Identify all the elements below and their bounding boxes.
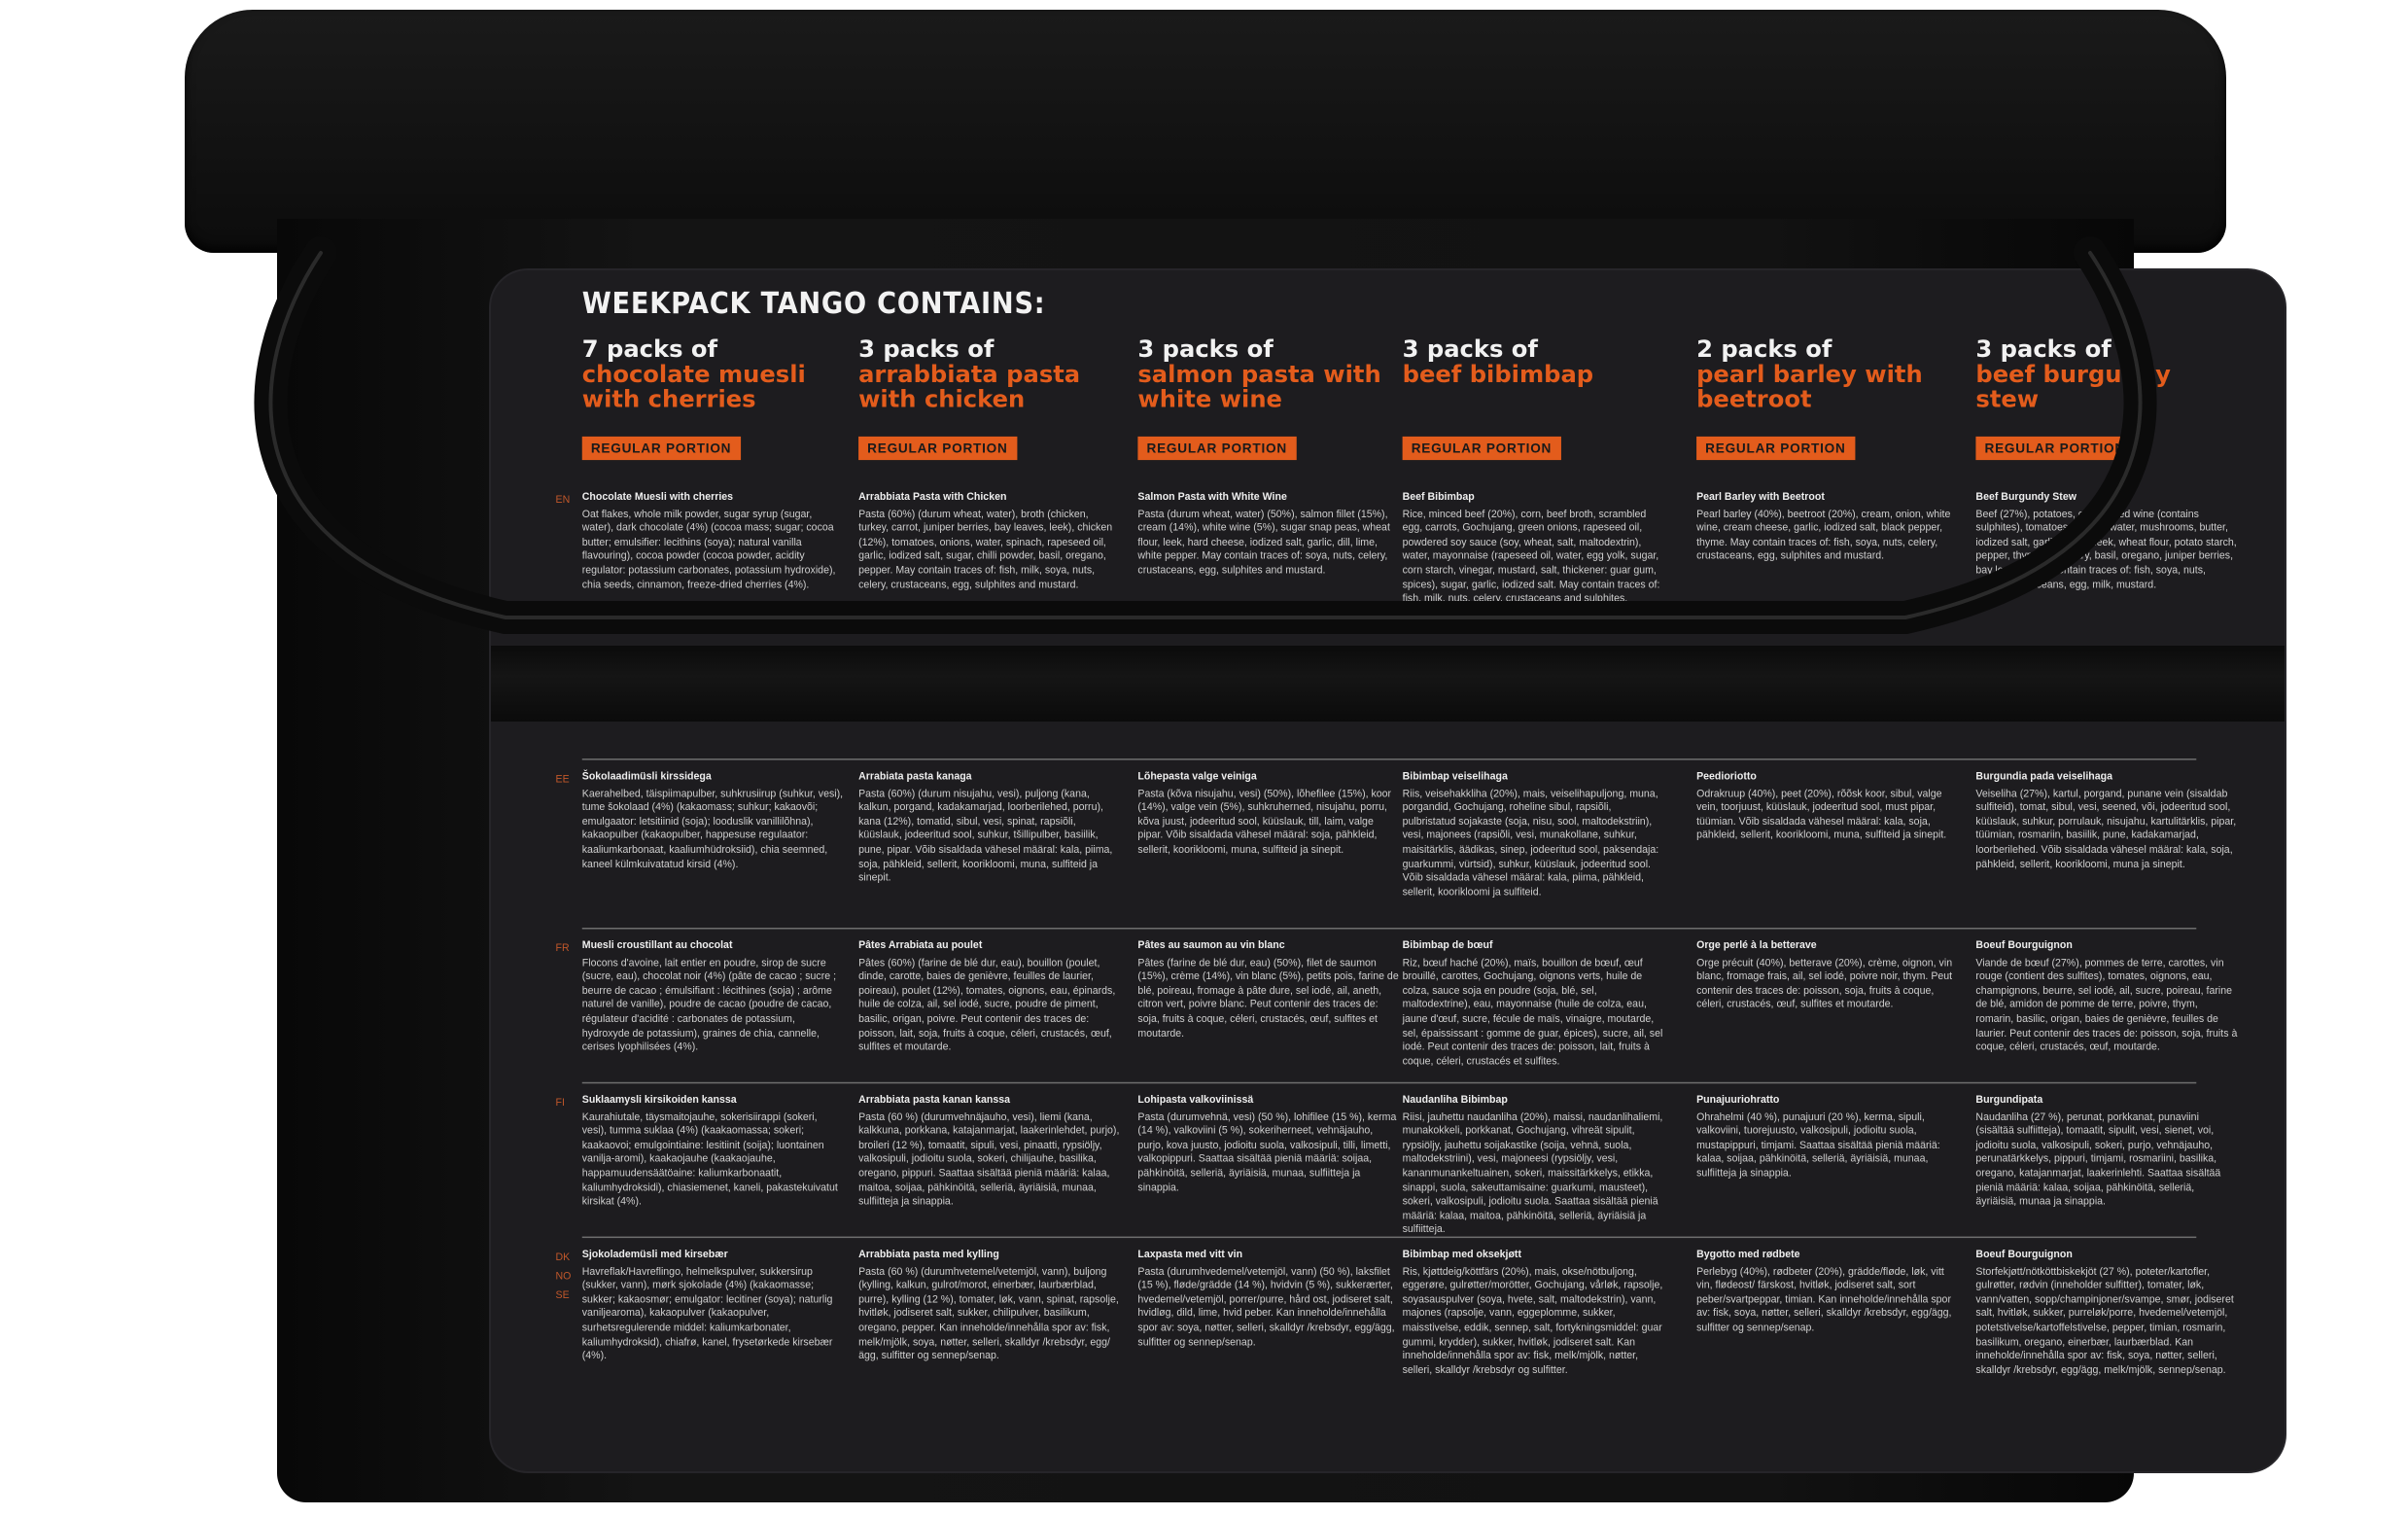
ingredient-text (1137, 1249, 1399, 1351)
dish-name: Beef Bibimbap (1402, 492, 1475, 503)
ingredients: Pâtes (60%) (farine de blé dur, eau), bouillon (poulet, dinde, carotte, baies de genièvre, feuilles de laurier, poireau), poulet (12%), tomates, oignons, eau, épinards, huile de colza, ail, sel iodé, sucre, poudre de piment, basilic, origan, poivre. Peut contenir des traces de: poisson, lait, soja, fruits à coque, céleri, crustacés, œuf, sulfites et moutarde. (858, 958, 1116, 1053)
dish-name: Pâtes Arrabiata au poulet (858, 940, 983, 952)
dish-name: Burgundipata (1975, 1095, 2043, 1106)
ingredients: Ris, kjøttdeig/köttfärs (20%), mais, okse/nötbuljong, eggerøre, gulrøtter/morötter, Gochujang, vårløk, rapsolje, soyasauspulver (soya, hvete, salt, maltodekstrin), vann, majones (rapsolje, vann, eggeplomme, sukker, maisstivelse, eddik, sennep, salt, fortykningsmiddel: guar gummi, krydder), sukker, hvitløk, jodiseret salt. Kan inneholde/innehålla spor av: fisk, melk/mjölk, nøtter, selleri, skalldyr /krebsdyr og sulfitter. (1402, 1266, 1663, 1376)
language-code: DK NO SE (555, 1252, 572, 1302)
pack-heading (1403, 336, 1667, 428)
ingredient-text (1403, 770, 1664, 900)
dish-name: Peedioriotto (1696, 771, 1757, 783)
ingredient-text (858, 1249, 1120, 1364)
pack-count: 3 packs of (1137, 335, 1274, 364)
portion-badge: REGULAR PORTION (582, 437, 741, 460)
dish-name: Bibimbap de bœuf (1402, 940, 1493, 952)
ingredients: Storfekjøtt/nötköttbiskekjöt (27 %), poteter/kartofler, gulrøtter, rødvin (inneholder sulfitter), tomater, løk, vann/vatten, sopp/champinjoner/svampe, smør, jodiseret salt, hvitløk, sukker, purreløk/porre, hvedemel/vetemjöl, potetstivelse/kartoffelstivelse, pepper, timian, rosmarin, basilikum, oregano, einerbær, laurbærblad. Kan inneholde/innehålla spor av: fisk, soya, nøtter, selleri, skalldyr /krebsdyr, egg/ägg, melk/mjölk, sennep/senap. (1975, 1266, 2234, 1376)
ingredient-text (1696, 1094, 1958, 1181)
language-code: EN (555, 495, 571, 506)
pack-count: 2 packs of (1696, 335, 1832, 364)
pack-name: salmon pasta with white wine (1137, 360, 1381, 413)
ingredients: Riis, veisehakkliha (20%), mais, veiselihapuljong, muna, porgandid, Gochujang, roheline sibul, rapsiõli, pulbristatud sojakaste (soja, nisu, sool, maltodekstriin), vesi, majonees (rapsiõli, vesi, munakollane, suhkur, maisitärklis, äädikas, sinep, jodeeritud sool, paksendaja: guarkummi, vürtsid), suhkur, küüslauk, jodeeritud sool. Võib sisaldada vähesel määral: kala, piima, pähkleid, sellerit, koorikloomi ja sulfiteid. (1402, 789, 1659, 899)
dish-name: Burgundia pada veiselihaga (1975, 771, 2113, 783)
ingredients: Kaurahiutale, täysmaitojauhe, sokerisiirappi (sokeri, vesi), tumma suklaa (4%) (kaakaomassa; sokeri; kaakaovoi; emulgointiaine: lesitiinit (soija); luontainen vanilja-aromi), kaakaojauhe (kaakaojauhe, happamuudensäätöaine: kaliumkarbonaatit, kaliumhydroksidi), chiasiemenet, kaneli, pakastekuivatut kirsikat (4%). (581, 1111, 838, 1208)
dish-name: Sjokolademüsli med kirsebær (581, 1250, 728, 1260)
dish-name: Beef Burgundy Stew (1975, 492, 2076, 503)
ingredients: Riisi, jauhettu naudanliha (20%), maissi, naudanlihaliemi, munakokkeli, porkkanat, Gochujang, vihreät sipulit, rypsiöljy, jauhettu soijakastike (soija, vehnä, suola, maltodekstriini), vesi, majoneesi (rypsiöljy, vesi, kananmunankeltuainen, sokeri, maissitärkkelys, etikka, sinappi, suola, sakeuttamisaine: guarkumi, mausteet), sokeri, valkosipuli, jodioitu suola. Saattaa sisältää pieniä määriä: kalaa, maitoa, pähkinöitä, selleriä, äyriäisiä ja sulfiitteja. (1402, 1111, 1663, 1236)
ingredients: Pearl barley (40%), beetroot (20%), cream, onion, white wine, cream cheese, garlic, iodized salt, black pepper, thyme. May contain traces of: fish, soya, nuts, celery, crustaceans, egg, sulphites and mustard. (1696, 509, 1951, 563)
ingredient-text (582, 1249, 844, 1364)
row-divider (582, 928, 2196, 930)
row-divider (582, 1082, 2196, 1084)
language-code: FI (555, 1098, 565, 1110)
ingredient-text (1403, 1249, 1664, 1379)
ingredient-text (1137, 770, 1399, 858)
pack-name: pearl barley with beetroot (1696, 360, 1923, 413)
ingredient-text (582, 491, 844, 593)
pack-heading (1137, 336, 1402, 428)
dish-name: Chocolate Muesli with cherries (581, 492, 734, 503)
dish-name: Arrabbiata pasta med kylling (858, 1250, 999, 1260)
ingredients: Pasta (durum wheat, water) (50%), salmon fillet (15%), cream (14%), white wine (5%), sugar snap peas, wheat flour, leek, hard cheese, iodized salt, garlic, dill, lime, white pepper. May contain traces of: soya, nuts, celery, crustaceans, egg, sulphites and mustard. (1137, 509, 1390, 577)
label-content (491, 270, 2285, 1471)
ingredients: Pasta (durumhvedemel/vetemjöl, vann) (50 %), laksfilet (15 %), fløde/grädde (14 %), hvidvin (5 %), sukkerærter, hvedemel/vetemjöl, porrer/purre, hård ost, jodiseret salt, hvidløg, dild, lime, hvid peber. Kan inneholde/innehålla spor av: soya, nøtter, selleri, skalldyr /krebsdyr, egg/ägg, sulfitter og sennep/senap. (1137, 1266, 1395, 1348)
pack-heading (1696, 336, 1961, 428)
ingredient-text (1137, 491, 1399, 579)
language-code: FR (555, 943, 570, 955)
dish-name: Lõhepasta valge veiniga (1137, 771, 1257, 783)
ingredients: Pâtes (farine de blé dur, eau) (50%), filet de saumon (15%), crème (14%), vin blanc (5%), petits pois, farine de blé, poireau, fromage à pâte dure, sel iodé, ail, aneth, citron vert, poivre blanc. Peut contenir des traces de: soja, fruits à coque, céleri, crustacés, œuf, sulfites et moutarde. (1137, 958, 1399, 1040)
portion-badge: REGULAR PORTION (1137, 437, 1296, 460)
ingredient-text (1975, 1249, 2237, 1379)
ingredients: Riz, bœuf haché (20%), maïs, bouillon de bœuf, œuf brouillé, carottes, Gochujang, oignons verts, huile de colza, sauce soja en poudre (soja, blé, sel, maltodextrine), eau, mayonnaise (huile de colza, eau, jaune d'œuf, sucre, fécule de maïs, vinaigre, moutarde, sel, épaississant : gomme de guar, épices), sucre, ail, sel iodé. Peut contenir des traces de: poisson, lait, fruits à coque, céleri, crustacés et sulfites. (1402, 958, 1663, 1068)
ingredient-text (858, 939, 1120, 1055)
pack-column (858, 336, 1123, 460)
ingredient-text (858, 491, 1120, 593)
pack-count: 3 packs of (1402, 335, 1538, 364)
ingredient-text (1696, 939, 1958, 1013)
language-code: EE (555, 774, 570, 786)
pack-column (1403, 336, 1667, 460)
ingredients: Pasta (60 %) (durumhvetemel/vetemjöl, vann), buljong (kylling, kalkun, gulrot/morot, einerbær, laurbærblad, purre), kylling (12 %), tomater, løk, vann, spinat, rapsolje, hvitløk, jodiseret salt, sukker, chilipulver, basilikum, oregano, pepper. Kan inneholde/innehålla spor av: fisk, melk/mjölk, soya, nøtter, selleri, skalldyr /krebsdyr, egg/ägg, sulfitter og sennep/senap. (858, 1266, 1119, 1362)
ingredients: Kaerahelbed, täispiimapulber, suhkrusiirup (suhkur, vesi), tume šokolaad (4%) (kakaomass; suhkur; kakaovõi; emulgaator: letsitiinid (soja); looduslik vanillilõhna), kakaopulber (kakaopulber, happesuse regulaator: kaaliumkarbonaat, kaaliumhüdroksiid), chia seemned, kaneel külmkuivatatud kirsid (4%). (581, 789, 844, 870)
dish-name: Pâtes au saumon au vin blanc (1137, 940, 1285, 952)
ingredient-text (1975, 770, 2237, 872)
dish-name: Bibimbap veiselihaga (1402, 771, 1508, 783)
pack-name: arrabbiata pasta with chicken (858, 360, 1081, 413)
dish-name: Orge perlé à la betterave (1696, 940, 1817, 952)
ingredient-text (1403, 491, 1664, 607)
ingredients: Havreflak/Havreflingo, helmelkspulver, sukkersirup (sukker, vann), mørk sjokolade (4%) (kakaomasse; sukker; kakaosmør; emulgator: lecitiner (soya); naturlig vaniljearoma), kakaopulver (kakaopulver, surhetsregulerende middel: kaliumkarbonater, kaliumhydroksid), chiafrø, kanel, frysetørkede kirsebær (4%). (581, 1266, 833, 1362)
dish-name: Punajuuriohratto (1696, 1095, 1780, 1106)
ingredient-text (858, 1094, 1120, 1210)
pack-count: 7 packs of (581, 335, 718, 364)
ingredient-text (1137, 1094, 1399, 1196)
pack-heading (858, 336, 1123, 428)
pack-heading (1975, 336, 2240, 428)
dish-name: Boeuf Bourguignon (1975, 1250, 2073, 1260)
pack-column (582, 336, 847, 460)
ingredients: Naudanliha (27 %), perunat, porkkanat, punaviini (sisältää sulfiitteja), tomaatit, sipulit, vesi, sienet, voi, jodioitu suola, valkosipuli, sokeri, purjo, vehnäjauho, perunatärkkelys, pippuri, timjami, rosmariini, basilika, oregano, katajanmarjat, laakerinlehti. Saattaa sisältää pieniä määriä: kalaa, soijaa, pähkinöitä, selleriä, äyriäisiä, munaa ja sinappia. (1975, 1111, 2221, 1208)
portion-badge: REGULAR PORTION (858, 437, 1017, 460)
portion-badge: REGULAR PORTION (1975, 437, 2134, 460)
pack-column (1696, 336, 1961, 460)
dish-name: Lohipasta valkoviinissä (1137, 1095, 1254, 1106)
pack-heading (582, 336, 847, 428)
row-divider (582, 1237, 2196, 1239)
ingredient-text (582, 770, 844, 872)
ingredients: Ohrahelmi (40 %), punajuuri (20 %), kerma, sipuli, valkoviini, tuorejuusto, valkosipuli, jodioitu suola, mustapippuri, timjami. Saattaa sisältää pieniä määriä: kalaa, soijaa, pähkinöitä, selleriä, äyriäisiä, munaa, sulfiitteja ja sinappia. (1696, 1111, 1940, 1180)
ingredients: Odrakruup (40%), peet (20%), rõõsk koor, sibul, valge vein, toorjuust, küüslauk, jodeeritud sool, must pipar, tüümian. Võib sisaldada vähesel määral: kala, soja, pähkleid, sellerit, koorikloomi, muna, sulfiteid ja sinepit. (1696, 789, 1947, 842)
dish-name: Pearl Barley with Beetroot (1696, 492, 1825, 503)
ingredients: Flocons d'avoine, lait entier en poudre, sirop de sucre (sucre, eau), chocolat noir (4%) (pâte de cacao ; sucre ; beurre de cacao ; émulsifiant : lécithines (soja) ; arôme naturel de vanille), poudre de cacao (poudre de cacao, régulateur d'acidité : carbonates de potassium, hydroxyde de potassium), graines de chia, cannelle, cerises lyophilisées (4%). (581, 958, 837, 1053)
ingredients: Pasta (durumvehnä, vesi) (50 %), lohifilee (15 %), kerma (14 %), valkoviini (5 %), sokeriherneet, vehnäjauho, purjo, kova juusto, jodioitu suola, valkosipuli, tilli, limetti, valkopippuri. Saattaa sisältää pieniä määriä: soijaa, pähkinöitä, selleriä, äyriäisiä, munaa, sulfiitteja ja sinappia. (1137, 1111, 1397, 1194)
dish-name: Bibimbap med oksekjøtt (1402, 1250, 1521, 1260)
pack-column (1137, 336, 1402, 460)
dish-name: Muesli croustillant au chocolat (581, 940, 733, 952)
ingredient-text (1696, 491, 1958, 565)
portion-badge: REGULAR PORTION (1696, 437, 1855, 460)
pack-name: beef burgundy stew (1975, 360, 2171, 413)
ingredients: Pasta (60%) (durum wheat, water), broth (chicken, turkey, carrot, juniper berries, bay leaves, leek), chicken (12%), tomatoes, onions, water, spinach, rapeseed oil, garlic, iodized salt, sugar, chilli powder, basil, oregano, pepper. May contain traces of: fish, milk, soya, nuts, celery, crustaceans, egg, sulphites and mustard. (858, 509, 1113, 591)
dish-name: Laxpasta med vitt vin (1137, 1250, 1243, 1260)
dish-name: Suklaamysli kirsikoiden kanssa (581, 1095, 737, 1106)
row-divider (582, 758, 2196, 760)
portion-badge: REGULAR PORTION (1403, 437, 1561, 460)
dish-name: Arrabiata pasta kanaga (858, 771, 972, 783)
ingredients: Beef (27%), potatoes, carrots, red wine (contains sulphites), tomatoes, onions, water, mushrooms, butter, iodized salt, garlic, sugar, leek, wheat flour, potato starch, pepper, thyme, rosemary, basil, oregano, juniper berries, bay leaves. May contain traces of: fish, soya, nuts, celery, crustaceans, egg, milk, mustard. (1975, 509, 2237, 591)
ingredients: Perlebyg (40%), rødbeter (20%), grädde/fløde, løk, vitt vin, flødeost/ färskost, hvitløk, jodiseret salt, sort peber/svartpeppar, timian. Kan inneholde/innehålla spor av: fisk, soya, nøtter, selleri, skalldyr /krebsdyr, egg/ägg, sulfitter og sennep/senap. (1696, 1266, 1952, 1334)
dish-name: Šokolaadimüsli kirssidega (581, 771, 712, 783)
dish-name: Salmon Pasta with White Wine (1137, 492, 1287, 503)
ingredient-text (1975, 491, 2237, 593)
ingredients-label (491, 270, 2285, 1471)
ingredient-text (858, 770, 1120, 886)
handle-strip (491, 646, 2285, 722)
ingredient-text (1975, 939, 2237, 1055)
pack-name: beef bibimbap (1402, 360, 1594, 388)
ingredient-text (1696, 770, 1958, 844)
ingredient-text (582, 939, 844, 1055)
ingredient-text (1975, 1094, 2237, 1210)
dish-name: Arrabbiata pasta kanan kanssa (858, 1095, 1011, 1106)
dish-name: Arrabbiata Pasta with Chicken (858, 492, 1007, 503)
pack-name: chocolate muesli with cherries (581, 360, 806, 413)
ingredients: Orge précuit (40%), betterave (20%), crème, oignon, vin blanc, fromage frais, ail, sel iodé, poivre noir, thym. Peut contenir des traces de: poisson, soja, fruits à coque, céleri, crustacés, œuf, sulfites et moutarde. (1696, 958, 1953, 1011)
ingredients: Oat flakes, whole milk powder, sugar syrup (sugar, water), dark chocolate (4%) (cocoa mass; sugar; cocoa butter; emulsifier: lecithins (soya); natural vanilla flavouring), cocoa powder (cocoa powder, acidity regulator: potassium carbonates, potassium hydroxide), chia seeds, cinnamon, freeze-dried cherries (4%). (581, 509, 836, 591)
pack-count: 3 packs of (1975, 335, 2111, 364)
ingredients: Rice, minced beef (20%), corn, beef broth, scrambled egg, carrots, Gochujang, green onions, rapeseed oil, powdered soy sauce (soy, wheat, salt, maltodextrin), water, mayonnaise (rapeseed oil, water, egg yolk, sugar, corn starch, vinegar, mustard, salt, thickener: guar gum, spices), sugar, garlic, iodized salt. May contain traces of: fish, milk, nuts, celery, crustaceans and sulphites. (1402, 509, 1660, 605)
dish-name: Bygotto med rødbete (1696, 1250, 1800, 1260)
ingredients: Pasta (60 %) (durumvehnäjauho, vesi), liemi (kana, kalkkuna, porkkana, katajanmarjat, laakerinlehdet, purjo), broileri (12 %), tomaatit, sipuli, vesi, pinaatti, rypsiöljy, valkosipuli, jodioitu suola, sokeri, chilijauhe, basilika, oregano, pippuri. Saattaa sisältää pieniä määriä: kalaa, maitoa, soijaa, pähkinöitä, selleriä, äyriäisiä, munaa, sulfiitteja ja sinappia. (858, 1111, 1120, 1208)
bucket (185, 10, 2238, 1512)
ingredient-text (1403, 939, 1664, 1070)
dish-name: Boeuf Bourguignon (1975, 940, 2073, 952)
pack-column (1975, 336, 2240, 460)
ingredients: Viande de bœuf (27%), pommes de terre, carottes, vin rouge (contient des sulfites), tomates, oignons, eau, champignons, beurre, sel iodé, ail, sucre, poireau, farine de blé, amidon de pomme de terre, poivre, thym, romarin, basilic, origan, baies de genièvre, feuilles de laurier. Peut contenir des traces de: poisson, soja, fruits à coque, céleri, crustacés, œuf, moutarde. (1975, 958, 2238, 1053)
ingredient-text (582, 1094, 844, 1210)
ingredient-text (1403, 1094, 1664, 1238)
dish-name: Naudanliha Bibimbap (1402, 1095, 1508, 1106)
ingredient-text (1696, 1249, 1958, 1336)
label-title: WEEKPACK TANGO CONTAINS: (581, 285, 1046, 321)
ingredients: Veiseliha (27%), kartul, porgand, punane vein (sisaldab sulfiteid), tomat, sibul, vesi, seened, või, jodeeritud sool, küüslauk, suhkur, porrulauk, nisujahu, kartulitärklis, pipar, tüümian, rosmariin, basiilik, pune, kadakamarjad, loorberilehed. Võib sisaldada vähesel määral: kala, soja, pähkleid, sellerit, koorikloomi, muna ja sinepit. (1975, 789, 2237, 870)
bucket-rim (185, 10, 2226, 253)
ingredients: Pasta (kõva nisujahu, vesi) (50%), lõhefilee (15%), koor (14%), valge vein (5%), suhkruherned, nisujahu, porru, kõva juust, jodeeritud sool, küüslauk, till, laim, valge pipar. Võib sisaldada vähesel määral: soja, pähkleid, sellerit, koorikloomi, muna, sulfiteid ja sinepit. (1137, 789, 1392, 856)
ingredient-text (1137, 939, 1399, 1041)
pack-count: 3 packs of (858, 335, 995, 364)
ingredients: Pasta (60%) (durum nisujahu, vesi), puljong (kana, kalkun, porgand, kadakamarjad, loorberilehed, porru), kana (12%), tomatid, sibul, vesi, spinat, rapsiõli, küüslauk, jodeeritud sool, suhkur, tšillipulber, basiilik, pune, pipar. Võib sisaldada vähesel määral: kala, piima, soja, pähkleid, sellerit, koorikloomi, muna, sulfiteid ja sinepit. (858, 789, 1113, 884)
